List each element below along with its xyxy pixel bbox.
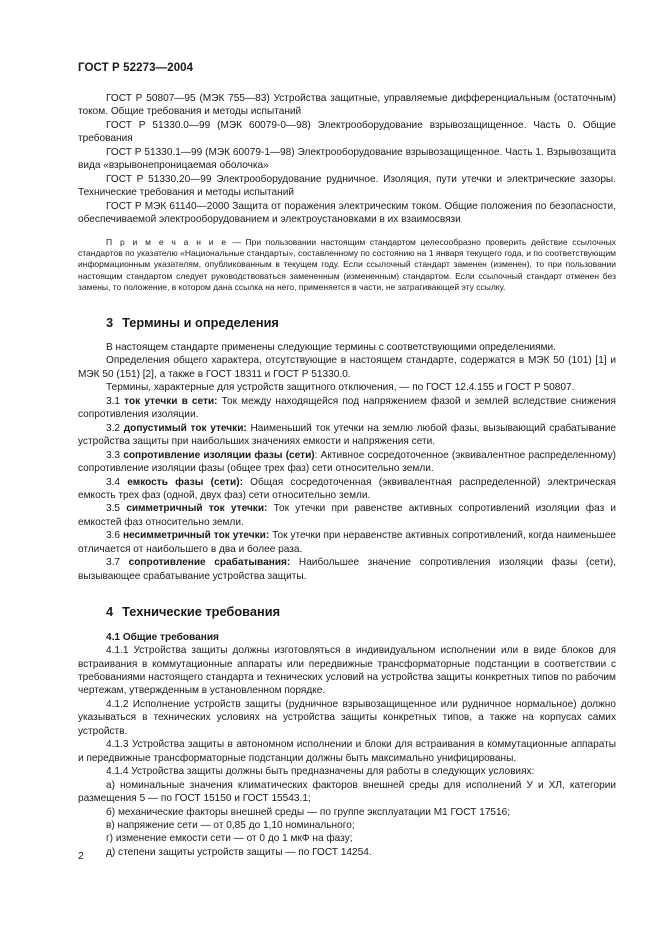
term-definition — [78, 422, 616, 449]
reference-item: ГОСТ Р 51330.1—99 (МЭК 60079-1—98) Электрооборудование взрывозащищенное. Часть 1. Взрывозащита вида «взрывонепроницаемая оболочка» — [78, 146, 616, 172]
section-number: 4 — [106, 604, 114, 620]
term-text: : Активное сосредоточенное (эквивалентное распределенному) сопротивление изоляции фазы (общее трех фаз) сети относительно земли. — [78, 449, 617, 475]
term-number: 3.5 — [106, 503, 121, 515]
term-text: Ток утечки при неравенстве активных сопротивлений, когда наименьшее отличается от наибольшего в два и более раза. — [78, 530, 616, 555]
term-name: несимметричный ток утечки: — [122, 530, 270, 542]
standard-header: ГОСТ Р 52273—2004 — [78, 62, 194, 74]
requirement-paragraph: 4.1.3 Устройства защиты в автономном исполнении и блоки для встраивания в коммутационные аппараты и передвижные трансформаторные подстанции должны быть максимально унифицированы. — [78, 739, 616, 764]
term-name: емкость фазы (сети): — [127, 476, 243, 488]
page-content — [78, 92, 616, 859]
conditions-list — [78, 779, 616, 860]
list-item: г) изменение емкости сети — от 0 до 1 мкФ на фазу; — [106, 833, 353, 845]
term-definition — [78, 395, 616, 422]
term-name: сопротивление срабатывания: — [128, 557, 291, 569]
reference-item: ГОСТ Р 50807—95 (МЭК 755—83) Устройства защитные, управляемые дифференциальным (остаточным) током. Общие требования и методы испытаний — [78, 93, 616, 118]
term-text: Ток утечки при равенстве активных сопротивлений изоляции фаз и емкостей фаз относительно земли. — [78, 503, 616, 528]
term-definition — [78, 556, 616, 583]
term-number: 3.1 — [106, 395, 121, 407]
note-label: П р и м е ч а н и е — [106, 236, 228, 247]
section-3-heading — [106, 316, 616, 329]
references-list — [78, 92, 616, 227]
note-text: — При пользовании настоящим стандартом целесообразно проверить действие ссылочных стандартов по указателю «Национальные стандарты», составленному по состоянию на 1 января текущего года, и по соответствующим информационным указателям, опубликованным в текущем году. Если ссылочный стандарт заменен (изменен), то при пользовании настоящим стандартом следует руководствоваться замененным (измененным) стандартом. Если ссылочный стандарт отменен без замены, то положение, в котором дана ссылка на него, применяется в части, не затрагивающей эту ссылку. — [78, 236, 616, 293]
terms-list — [78, 395, 616, 583]
list-item: а) номинальные значения климатических факторов внешней среды для исполнений У и ХЛ, категории размещения 5 — по ГОСТ 15150 и ГОСТ 15543.1; — [78, 779, 616, 805]
term-number: 3.7 — [106, 557, 121, 569]
term-definition — [78, 502, 616, 529]
term-name: сопротивление изоляции фазы (сети) — [123, 449, 315, 461]
reference-item: ГОСТ Р 51330.20—99 Электрооборудование рудничное. Изоляция, пути утечки и электрические зазоры. Технические требования и методы испытаний — [78, 173, 616, 199]
requirement-paragraph: 4.1.1 Устройства защиты должны изготовляться в индивидуальном исполнении или в виде блоков для встраивания в коммутационные аппараты или передвижные трансформаторные подстанции в соответствии с требованиями настоящего стандарта и технических условий на устройства защиты конкретных типов по рабочим чертежам, утвержденным в установленном порядке. — [78, 645, 616, 697]
section-number: 3 — [106, 314, 114, 330]
subsection-heading: 4.1 Общие требования — [106, 631, 219, 643]
term-definition — [78, 449, 616, 476]
term-text: Наименьший ток утечки на землю любой фазы, вызывающий срабатывание устройства защиты при наибольших значениях емкости и напряжения сети. — [78, 422, 616, 448]
section-4-heading — [106, 605, 616, 618]
section-title: Термины и определения — [122, 314, 279, 330]
term-text: Наибольшее значение сопротивления изоляции фазы (сети), вызывающее срабатывание устройства защиты. — [78, 557, 616, 582]
term-definition — [78, 529, 616, 556]
section-3-intro: Определения общего характера, отсутствующие в настоящем стандарте, содержатся в МЭК 50 (101) [1] и МЭК 50 (151) [2], а также в ГОСТ 18311 и ГОСТ Р 51330.0. — [78, 355, 616, 380]
term-number: 3.6 — [106, 530, 121, 542]
term-text: Ток между находящейся под напряжением фазой и землей вследствие снижения сопротивления изоляции. — [78, 395, 616, 421]
term-name: ток утечки в сети: — [124, 395, 218, 407]
list-item: д) степени защиты устройств защиты — по ГОСТ 14254. — [106, 846, 372, 858]
list-item: в) напряжение сети — от 0,85 до 1,10 номинального; — [106, 819, 355, 831]
requirement-paragraph: 4.1.2 Исполнение устройств защиты (рудничное взрывозащищенное или рудничное нормальное) должно указываться в технических условиях на устройства защиты конкретных типов, а также на корпусах самих устройств. — [78, 698, 616, 737]
term-text: Общая сосредоточенная (эквивалентная распределенной) электрическая емкость трех фаз (одной, двух фаз) сети относительно земли. — [78, 476, 616, 501]
term-definition — [78, 476, 616, 503]
term-number: 3.3 — [106, 449, 121, 461]
term-name: симметричный ток утечки: — [126, 503, 268, 515]
reference-item: ГОСТ Р 51330.0—99 (МЭК 60079-0—98) Электрооборудование взрывозащищенное. Часть 0. Общие требования — [78, 119, 616, 145]
list-item: б) механические факторы внешней среды — по группе эксплуатации М1 ГОСТ 17516; — [106, 806, 511, 818]
section-3-intro: В настоящем стандарте применены следующие термины с соответствующими определениями. — [106, 342, 556, 354]
term-number: 3.4 — [106, 476, 121, 488]
section-title: Технические требования — [122, 604, 281, 620]
term-number: 3.2 — [106, 422, 121, 434]
page-number: 2 — [78, 850, 84, 862]
note-paragraph — [78, 237, 616, 294]
section-3-intro: Термины, характерные для устройств защитного отключения, — по ГОСТ 12.4.155 и ГОСТ Р 50807. — [106, 382, 575, 394]
reference-item: ГОСТ Р МЭК 61140—2000 Защита от поражения электрическим током. Общие положения по безопасности, обеспечиваемой электрооборудованием и электроустановками в их взаимосвязи — [78, 200, 616, 226]
requirement-paragraph: 4.1.4 Устройства защиты должны быть предназначены для работы в следующих условиях: — [106, 766, 535, 778]
term-name: допустимый ток утечки: — [123, 422, 247, 434]
